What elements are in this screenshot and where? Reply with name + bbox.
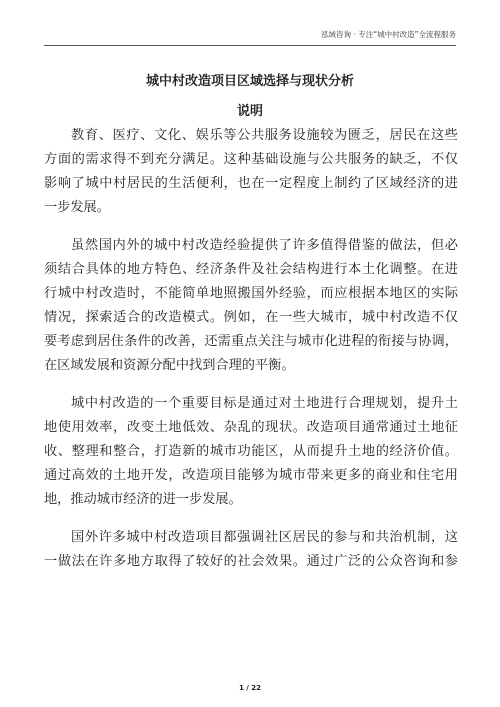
- paragraph-line: 须结合具体的地方特色、经济条件及社会结构进行本土化调整。在进: [44, 262, 458, 277]
- header-divider: [44, 45, 456, 46]
- page-number: 1 / 22: [238, 684, 262, 692]
- paragraph-line: 地使用效率，改变土地低效、杂乱的现状。改造项目通常通过土地征: [44, 420, 458, 435]
- paragraph-line: 教育、医疗、文化、娱乐等公共服务设施较为匮乏，居民在这些: [71, 128, 458, 143]
- paragraph-line: 地，推动城市经济的进一步发展。: [44, 492, 242, 507]
- paragraph-line: 要考虑到居住条件的改善，还需重点关注与城市化进程的衔接与协调，: [44, 334, 458, 349]
- paragraph-line: 虽然国内外的城中村改造经验提供了许多值得借鉴的做法，但必: [71, 238, 458, 253]
- header-text: 泓域咨询 · 专注“城中村改造”全流程服务: [321, 30, 456, 39]
- document-title: 城中村改造项目区域选择与现状分析: [145, 74, 354, 89]
- paragraph: [44, 526, 458, 574]
- paragraph-line: 方面的需求得不到充分满足。这种基础设施与公共服务的缺乏，不仅: [44, 152, 458, 167]
- paragraph-line: 情况，探索适合的改造模式。例如，在一些大城市，城中村改造不仅: [44, 310, 458, 325]
- paragraph: [44, 234, 458, 378]
- paragraph: [44, 392, 458, 512]
- paragraph-line: 影响了城中村居民的生活便利，也在一定程度上制约了区域经济的进: [44, 176, 458, 191]
- paragraph-line: 一步发展。: [44, 200, 110, 215]
- paragraph-line: 国外许多城中村改造项目都强调社区居民的参与和共治机制，这: [71, 530, 458, 545]
- section-heading: 说明: [236, 104, 263, 119]
- paragraph-line: 收、整理和整合，打造新的城市功能区，从而提升土地的经济价值。: [44, 444, 458, 459]
- paragraph-line: 一做法在许多地方取得了较好的社会效果。通过广泛的公众咨询和参: [44, 554, 458, 569]
- paragraph-line: 行城中村改造时，不能简单地照搬国外经验，而应根据本地区的实际: [44, 286, 458, 301]
- paragraph-line: 城中村改造的一个重要目标是通过对土地进行合理规划，提升土: [71, 396, 458, 411]
- paragraph-line: 通过高效的土地开发，改造项目能够为城市带来更多的商业和住宅用: [44, 468, 458, 483]
- body-text: [44, 124, 458, 588]
- paragraph-line: 在区域发展和资源分配中找到合理的平衡。: [44, 358, 295, 373]
- paragraph: [44, 124, 458, 220]
